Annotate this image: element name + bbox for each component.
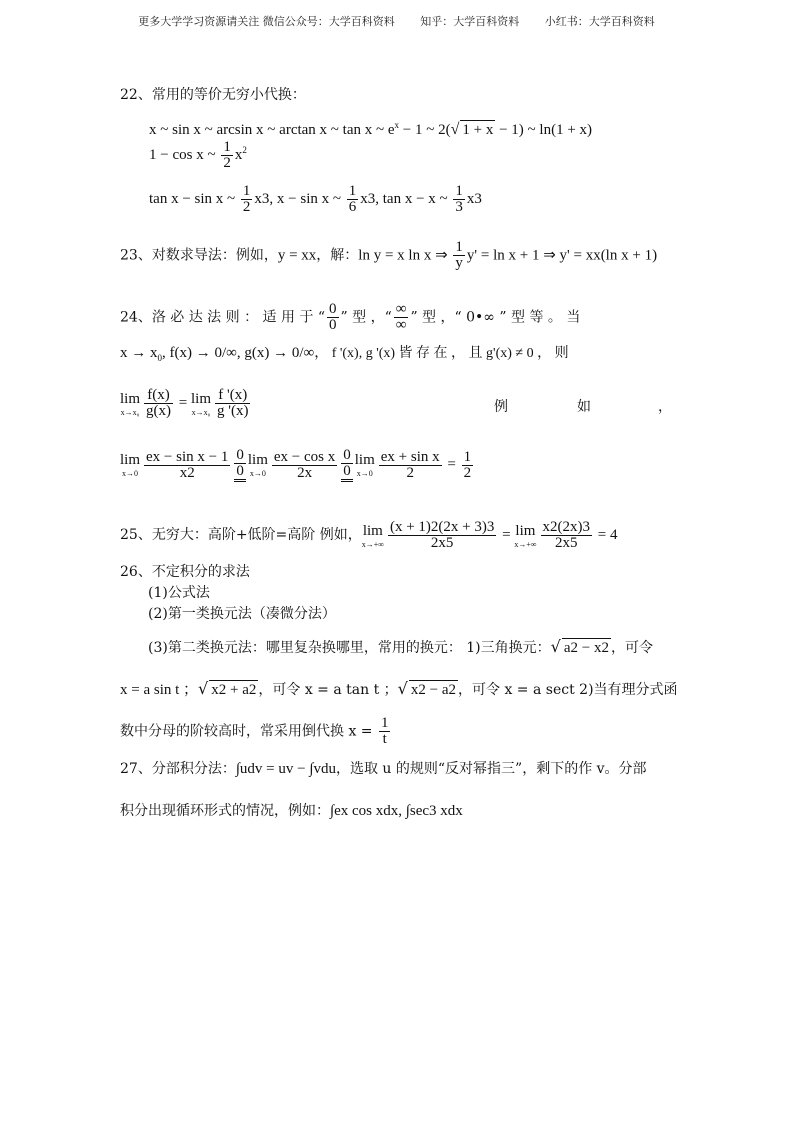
item23: 23、对数求导法：例如，y = xx，解：ln y = x ln x ⇒ $\frac{1}{y}$ y' = ln x + 1 ⇒ y' = xx(ln x + 1): [120, 239, 658, 271]
example-word-3: ，: [658, 399, 672, 415]
item26-method2: (2)第一类换元法（凑微分法）: [148, 606, 336, 622]
item24-line1: 24、洛 必 达 法 则 ： 适 用 于 “ $\frac{0}{0}$ ” 型 ，“ $\frac{\infty}{\infty}$ ” 型 ，“ 0•∞ ” 型 等 。 当: [120, 301, 581, 333]
item25: 25、无穷大：高阶+低阶=高阶 例如， lim x→+∞ $\frac{(x + 1)2(2x + 3)3}{2x5}$ = lim x→+∞ $\frac{x2(2x)3}{2x5}$ = 4: [120, 519, 618, 551]
item22-line2: 1 − cos x ~ $\frac{1}{2}$ $x^2$: [149, 139, 247, 171]
item22-line3: tan x − sin x ~ $\frac{1}{2}$ x3, x − sin x ~ $\frac{1}{6}$ x3, tan x − x ~ $\frac{1}{3}$ x3: [149, 183, 482, 215]
item22-title: 22、常用的等价无穷小代换：: [120, 87, 306, 103]
item26-method1: (1)公式法: [148, 585, 210, 601]
header-wechat: 更多大学学习资源请关注 微信公众号：大学百科资料: [138, 15, 395, 28]
page-header: [0, 13, 793, 29]
item26-reciprocal: 数中分母的阶较高时，常采用倒代换 x = $\frac{1}{t}$: [120, 715, 389, 747]
item26-substitutions: x = a sin t ；√ x2 + a2 ，可令 x = a tan t ；√ x2 − a2 ，可令 x = a sect 2)当有理分式函: [120, 679, 678, 698]
header-xiaohongshu: 小红书：大学百科资料: [544, 15, 655, 28]
example-word-2: 如: [577, 399, 591, 415]
item24-lhopital-formula: lim x→x₀ $\frac{f(x)}{g(x)}$ = lim x→x₀ $\frac{f '(x)}{g '(x)}$: [120, 387, 249, 419]
item26-method3: (3)第二类换元法：哪里复杂换哪里，常用的换元： 1)三角换元：√ a2 − x2 ，可令: [148, 637, 653, 656]
item27-line2: 积分出现循环形式的情况，例如：∫ex cos xdx, ∫sec3 xdx: [120, 803, 463, 819]
item24-line2: $x \to x_0$, f(x) → 0/∞, g(x) → 0/∞， f '(x), g '(x) 皆 存 在 ， 且 g'(x) ≠ 0 ， 则: [120, 345, 569, 363]
item27-line1: 27、分部积分法：∫udv = uv − ∫vdu，选取 u 的规则“反对幂指三”，剩下的作 v。分部: [120, 761, 647, 777]
example-word-1: 例: [494, 399, 508, 415]
item22-line1: x ~ sin x ~ arcsin x ~ arctan x ~ tan x ~ $e^x - 1$ ~ 2(√ 1 + x − 1) ~ ln(1 + x): [149, 120, 593, 138]
item24-example: lim x→0 $\frac{\text{ex − sin x − 1}}{x2}$ $\frac{0}{0}$ lim x→0 $\frac{\text{ex − cos x}}{2x}$ $\frac{0}{0}$ lim x→0 $\frac{\text{ex + sin x}}{2}$ = $\frac{1}{2}$: [120, 447, 472, 481]
item26-title: 26、不定积分的求法: [120, 564, 250, 580]
header-zhihu: 知乎：大学百科资料: [420, 15, 520, 28]
